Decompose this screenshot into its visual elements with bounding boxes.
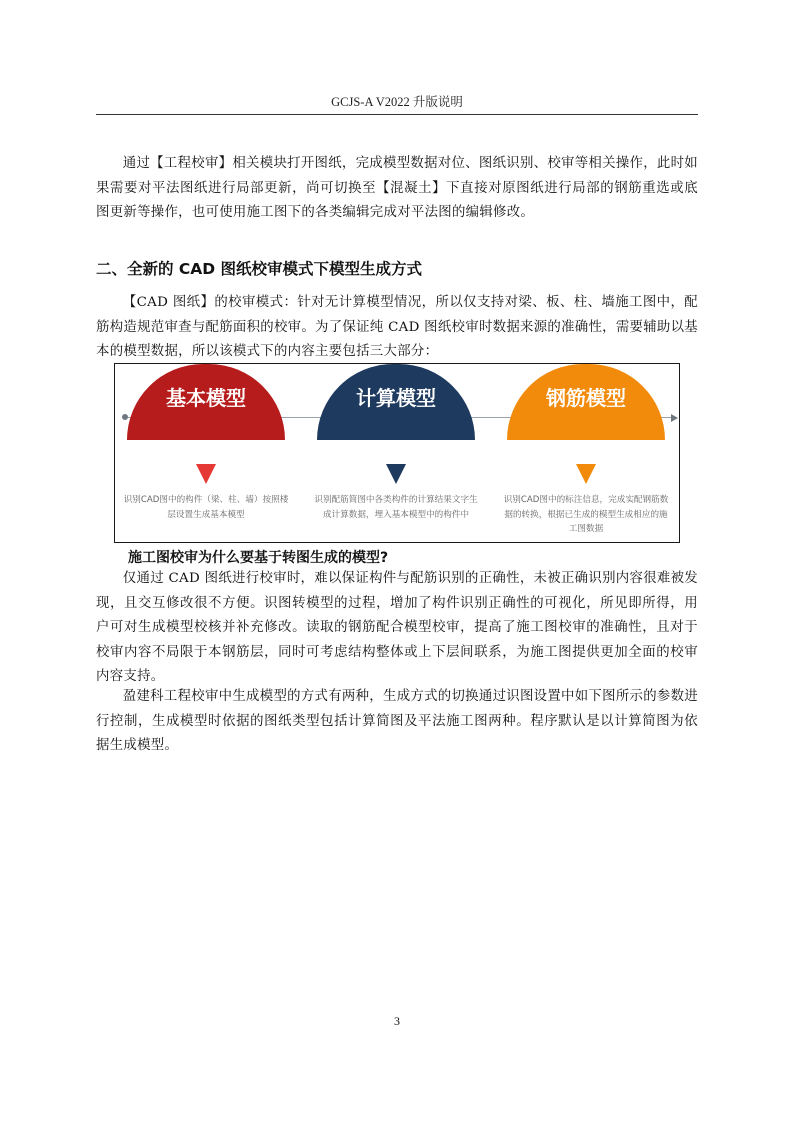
down-triangle-icon <box>576 464 596 484</box>
timeline-dot <box>122 414 128 420</box>
down-triangle-icon <box>196 464 216 484</box>
rebar-model-dome: 钢筋模型 <box>507 364 665 440</box>
basic-model-dome: 基本模型 <box>127 364 285 440</box>
page-header: GCJS-A V2022 升版说明 <box>331 95 463 109</box>
subsection-paragraph-1: 仅通过 CAD 图纸进行校审时，难以保证构件与配筋识别的正确性，未被正确识别内容很难被发现，且交互修改很不方便。识图转模型的过程，增加了构件识别正确性的可视化，所见即所得，用户可对生成模型校核并补充修改。读取的钢筋配合模型校审，提高了施工图校审的准确性，且对于校审内容不局限于本钢筋层，同时可考虑结构整体或上下层间联系，为施工图提供更加全面的校审内容支持。 <box>96 571 698 684</box>
timeline-arrow-icon <box>671 414 678 422</box>
down-triangle-icon <box>386 464 406 484</box>
subsection-heading: 施工图校审为什么要基于转图生成的模型? <box>128 550 389 566</box>
section-paragraph: 【CAD 图纸】的校审模式：针对无计算模型情况，所以仅支持对梁、板、柱、墙施工图中，配筋构造规范审查与配筋面积的校审。为了保证纯 CAD 图纸校审时数据来源的准确性，需要辅助以基本的模型数据，所以该模式下的内容主要包括三大部分： <box>96 295 698 359</box>
calc-model-dome: 计算模型 <box>317 364 475 440</box>
page-number: 3 <box>394 1014 400 1028</box>
rebar-model-caption: 识别CAD图中的标注信息，完成实配钢筋数据的转换，根据已生成的模型生成相应的施工图数据 <box>503 495 669 534</box>
three-part-figure <box>114 363 680 543</box>
subsection-paragraph-2: 盈建科工程校审中生成模型的方式有两种，生成方式的切换通过识图设置中如下图所示的参数进行控制，生成模型时依据的图纸类型包括计算简图及平法施工图两种。程序默认是以计算简图为依据生成模型。 <box>96 689 698 753</box>
header-rule <box>96 114 698 115</box>
basic-model-caption: 识别CAD图中的构件（梁、柱、墙）按照楼层设置生成基本模型 <box>123 495 289 520</box>
calc-model-caption: 识别配筋简图中各类构件的计算结果文字生成计算数据，埋入基本模型中的构件中 <box>314 495 478 520</box>
section-heading: 二、全新的 CAD 图纸校审模式下模型生成方式 <box>96 260 423 278</box>
intro-paragraph: 通过【工程校审】相关模块打开图纸，完成模型数据对位、图纸识别、校审等相关操作，此时如果需要对平法图纸进行局部更新，尚可切换至【混凝土】下直接对原图纸进行局部的钢筋重选或底图更新等操作，也可使用施工图下的各类编辑完成对平法图的编辑修改。 <box>96 156 698 220</box>
